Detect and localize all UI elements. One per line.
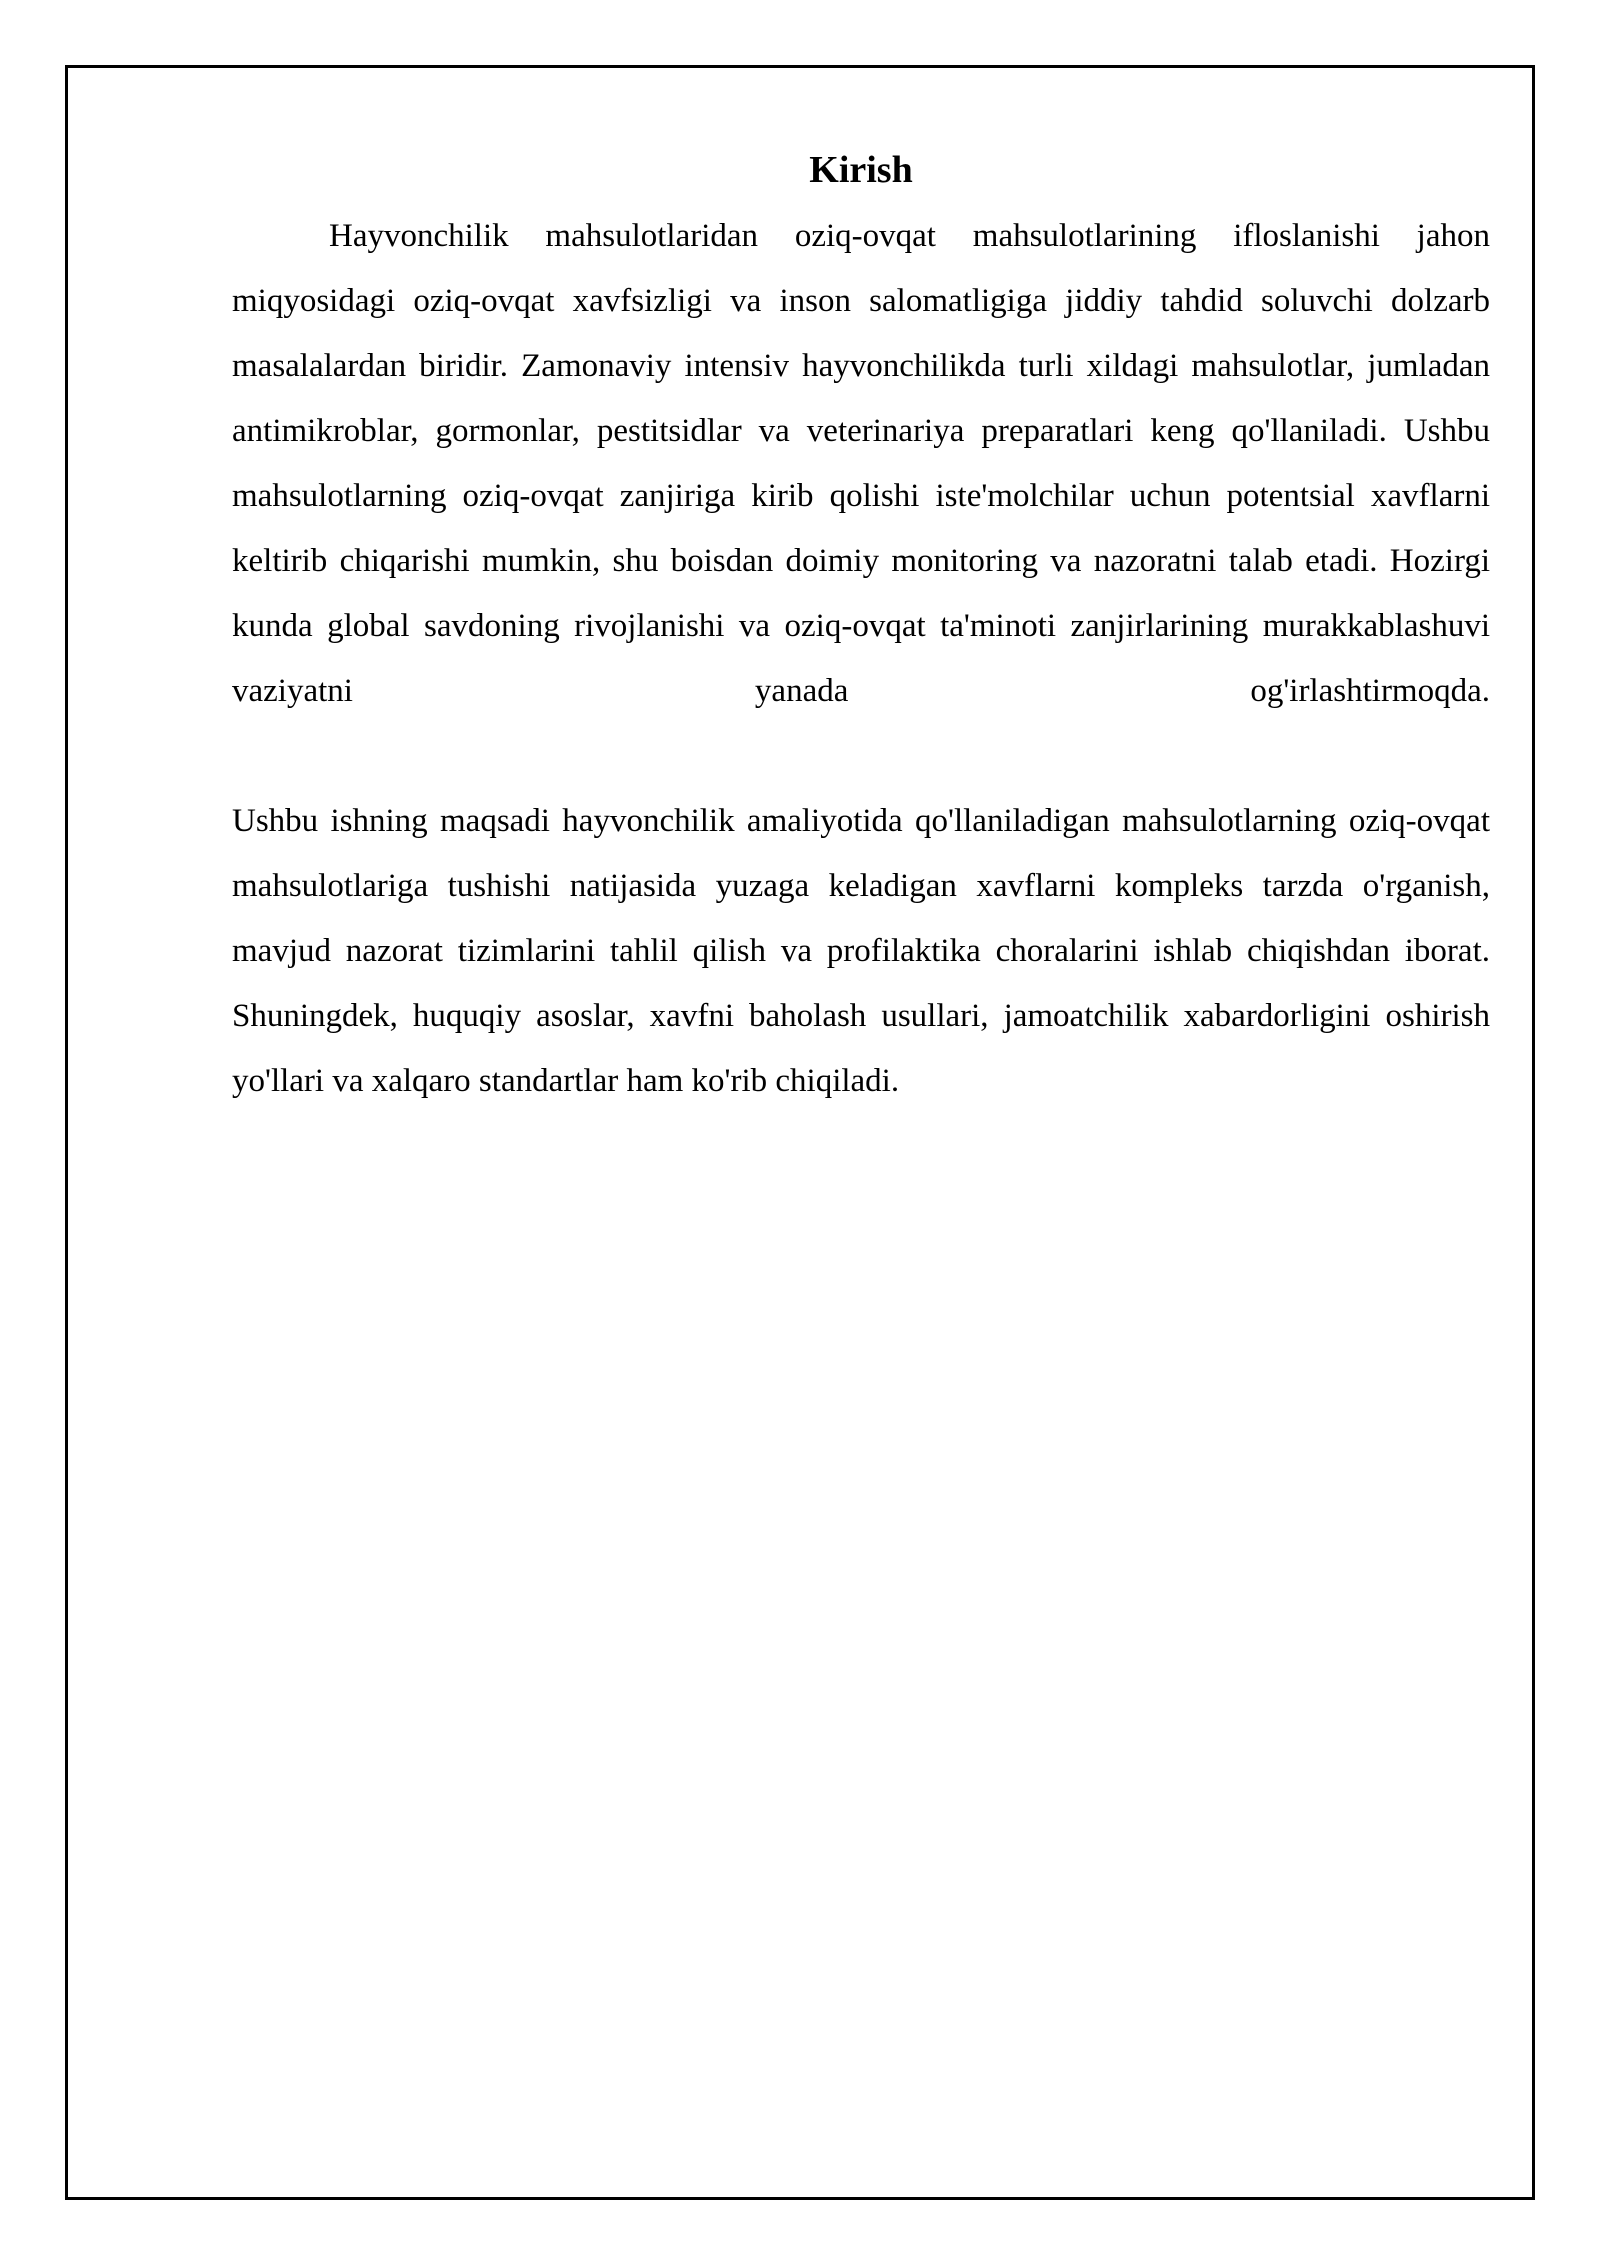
paragraph-introduction: Hayvonchilik mahsulotlaridan oziq-ovqat mahsulotlarining ifloslanishi jahon miqyosidagi oziq-ovqat xavfsizligi va inson salomatligiga jiddiy tahdid soluvchi dolzarb masalalardan biridir. Zamonaviy intensiv hayvonchilikda turli xildagi mahsulotlar, jumladan antimikroblar, gormonlar, pestitsidlar va veterinariya preparatlari keng qo'llaniladi. Ushbu mahsulotlarning oziq-ovqat zanjiriga kirib qolishi iste'molchilar uchun potentsial xavflarni keltirib chiqarishi mumkin, shu boisdan doimiy monitoring va nazoratni talab etadi. Hozirgi kunda global savdoning rivojlanishi va oziq-ovqat ta'minoti zanjirlarining murakkablashuvi vaziyatni yanada og'irlashtirmoqda. (232, 217, 1490, 709)
page-border (65, 65, 1535, 2200)
paragraph-purpose: Ushbu ishning maqsadi hayvonchilik amaliyotida qo'llaniladigan mahsulotlarning oziq-ovqat mahsulotlariga tushishi natijasida yuzaga keladigan xavflarni kompleks tarzda o'rganish, mavjud nazorat tizimlarini tahlil qilish va profilaktika choralarini ishlab chiqishdan iborat. Shuningdek, huquqiy asoslar, xavfni baholash usullari, jamoatchilik xabardorligini oshirish yo'llari va xalqaro standartlar ham ko'rib chiqiladi. (232, 802, 1490, 1099)
document-title: Kirish (809, 149, 913, 191)
document-body (232, 148, 1490, 1114)
